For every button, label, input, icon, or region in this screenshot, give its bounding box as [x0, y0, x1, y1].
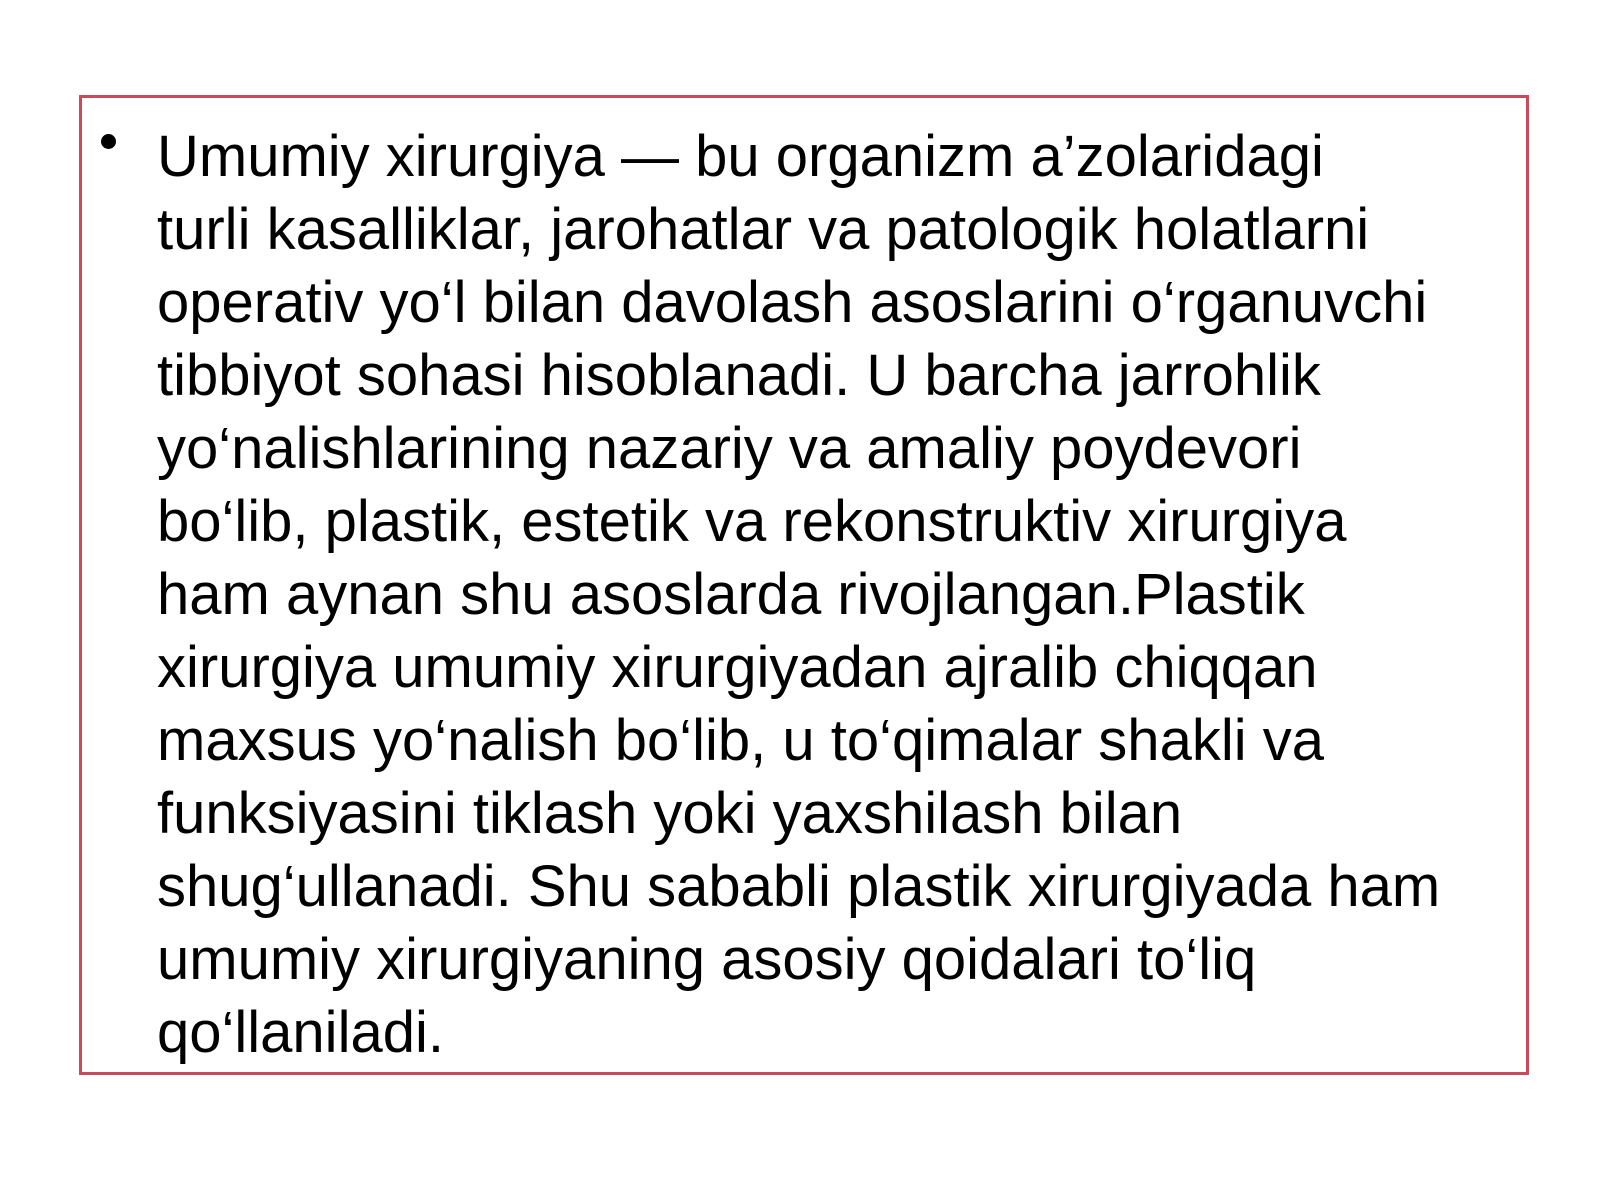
text-line: maxsus yo‘nalish bo‘lib, u to‘qimalar shakli va — [157, 708, 1324, 773]
text-box — [79, 95, 1529, 1075]
text-line: qo‘llaniladi. — [157, 1000, 444, 1065]
bullet-item — [157, 120, 1507, 1069]
bullet-paragraph — [157, 120, 1507, 1069]
text-line: operativ yo‘l bilan davolash asoslarini o‘rganuvchi — [157, 270, 1428, 335]
text-line: bo‘lib, plastik, estetik va rekonstruktiv xirurgiya — [157, 489, 1347, 554]
text-line: funksiyasini tiklash yoki yaxshilash bilan — [157, 781, 1183, 846]
text-line: turli kasalliklar, jarohatlar va patologik holatlarni — [157, 197, 1370, 262]
text-line: Umumiy xirurgiya — bu organizm a’zolaridagi — [157, 124, 1324, 189]
text-line: umumiy xirurgiyaning asosiy qoidalari to‘liq — [157, 927, 1257, 992]
text-line: tibbiyot sohasi hisoblanadi. U barcha jarrohlik — [157, 343, 1321, 408]
text-line: shug‘ullanadi. Shu sababli plastik xirurgiyada ham — [157, 854, 1441, 919]
bullet-dot-icon — [101, 134, 116, 149]
text-line: yo‘nalishlarining nazariy va amaliy poydevori — [157, 416, 1302, 481]
text-line: xirurgiya umumiy xirurgiyadan ajralib chiqqan — [157, 635, 1318, 700]
text-line: ham aynan shu asoslarda rivojlangan.Plastik — [157, 562, 1305, 627]
